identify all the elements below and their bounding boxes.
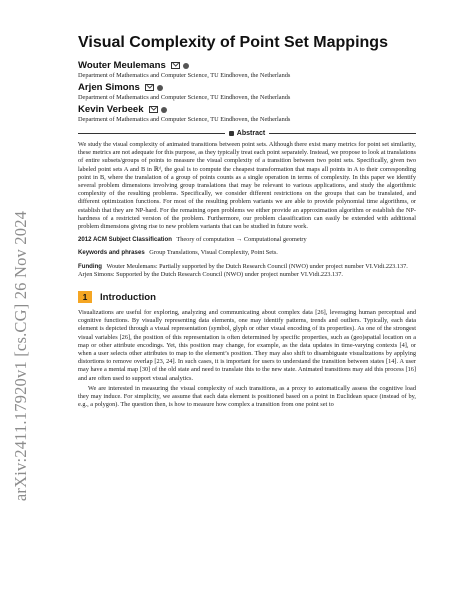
abstract-divider	[78, 130, 416, 137]
orcid-icon[interactable]	[183, 63, 189, 69]
author-block	[78, 104, 416, 123]
keywords-label: Keywords and phrases	[78, 249, 145, 257]
funding-line-1: Wouter Meulemans: Partially supported by the Dutch Research Council (NWO) under project number VI.Vidi.223.137.	[106, 262, 408, 270]
author-name: Wouter Meulemans	[78, 60, 166, 71]
funding-label: Funding	[78, 262, 103, 270]
section-heading	[78, 291, 416, 303]
email-icon[interactable]	[145, 84, 154, 91]
email-icon[interactable]	[149, 106, 158, 113]
acm-classification	[78, 236, 416, 244]
keywords-value: Group Translations, Visual Complexity, Point Sets.	[149, 249, 278, 257]
keywords	[78, 249, 416, 257]
abstract-bullet-icon	[229, 131, 234, 136]
funding-line-2: Arjen Simons: Supported by the Dutch Research Council (NWO) under project number VI.Vidi.223.137.	[78, 270, 343, 278]
acm-label: 2012 ACM Subject Classification	[78, 236, 172, 244]
paper-page	[78, 34, 416, 411]
acm-value: Theory of computation → Computational geometry	[176, 236, 307, 244]
orcid-icon[interactable]	[157, 85, 163, 91]
arxiv-identifier	[10, 170, 32, 542]
author-affiliation: Department of Mathematics and Computer Science, TU Eindhoven, the Netherlands	[78, 72, 291, 79]
author-name: Kevin Verbeek	[78, 104, 144, 115]
abstract-text: We study the visual complexity of animated transitions between point sets. Although there exist many metrics for point set similarity, these metrics are not adequate for this purpose, as they typically treat each point separately. Instead, we propose to look at translations of entire subsets/groups of points to measure the visual complexity of a transition between two point sets. Specifically, given two labeled point sets A and B in ℝᵈ, the goal is to compute the cheapest transformation that maps all points in A to their corresponding point in B, where the translation of a group of points counts as a single operation in terms of complexity. In this paper we identify several problem dimensions involving group translations that may be relevant to various applications, and study the algorithmic complexity of the resulting problems. Specifically, we consider different restrictions on the groups that can be translated, and different optimization functions. For most of the resulting problem variants we are able to provide polynomial time algorithms, or establish that they are NP-hard. For the remaining open problems we either provide an approximation algorithm or establish the NP-hardness of a restricted version of the problem. Furthermore, our problem classification can easily be extended with additional problem dimensions giving rise to new problem variants that can be studied in future work.	[78, 141, 416, 231]
email-icon[interactable]	[171, 62, 180, 69]
paper-title: Visual Complexity of Point Set Mappings	[78, 34, 388, 51]
arxiv-id-text: arXiv:2411.17920v1 [cs.CG] 26 Nov 2024	[11, 210, 30, 502]
author-affiliation: Department of Mathematics and Computer Science, TU Eindhoven, the Netherlands	[78, 94, 291, 101]
section-number: 1	[78, 291, 92, 303]
abstract-heading: Abstract	[236, 130, 266, 137]
orcid-icon[interactable]	[161, 107, 167, 113]
funding	[78, 263, 416, 271]
author-name: Arjen Simons	[78, 82, 140, 93]
intro-paragraph-1: Visualizations are useful for exploring, analyzing and communicating about complex data [26], leveraging human perceptual and cognitive functions. By visually representing data elements, one may identify patterns, trends and outliers. Typically, each data element is depicted through a visual representation (symbol, glyph or other visual encoding of its properties). As one of the strongest visual variables [26], the position of this representation is often determined by specific properties, such as (geo)spatial location on a map or other attribute encodings. Yet, this position may change, for example, as the data updates in time-varying contexts [4], or when a user selects other attributes to map to the element’s position. They may also shift to disambiguate visualizations by applying distortions to remove overlap [23, 24]. In such cases, it is important for users to understand the transition between states [14]. A user may have a mental map [30] of the old state and need to translate this to the new state. Animated transitions may aid this process [16] and are often used to support visual analytics.	[78, 309, 416, 382]
author-block	[78, 60, 416, 79]
section-title: Introduction	[100, 291, 156, 303]
intro-paragraph-2: We are interested in measuring the visual complexity of such transitions, as a proxy to automatically assess the cognitive load they may induce. For simplicity, we assume that each data element is positioned based on a point in Euclidean space (instead of by, e.g., a polygon). The question then, is how to measure how complex a transition from one point set to	[78, 384, 416, 409]
author-affiliation: Department of Mathematics and Computer Science, TU Eindhoven, the Netherlands	[78, 116, 291, 123]
author-block	[78, 82, 416, 101]
